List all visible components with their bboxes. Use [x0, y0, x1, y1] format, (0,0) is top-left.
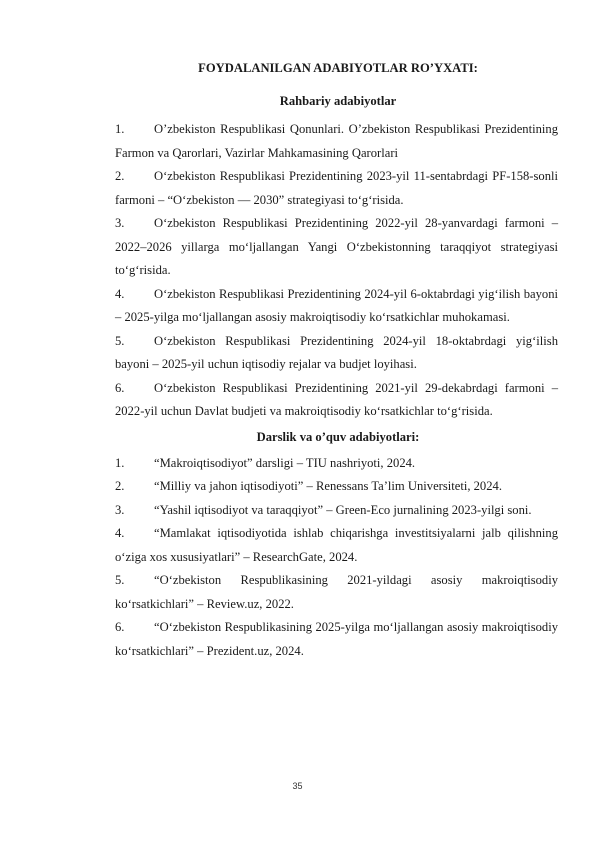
- item-number: 1.: [115, 122, 125, 136]
- list-item: [115, 212, 558, 283]
- item-number: 4.: [115, 526, 125, 540]
- page-number: 35: [292, 781, 303, 791]
- item-text: O‘zbekiston Respublikasi Prezidentining 2024-yil 18-oktabrdagi yig‘ilish bayoni – 2025-yil uchun iqtisodiy rejalar va budjet loyihasi.: [115, 333, 558, 371]
- list-item: [115, 569, 558, 616]
- page-title: FOYDALANILGAN ADABIYOTLAR RO’YXATI:: [198, 61, 478, 75]
- item-text: “Milliy va jahon iqtisodiyoti” – Renessans Ta’lim Universiteti, 2024.: [154, 479, 502, 493]
- list-item: [115, 499, 558, 523]
- list-item: [115, 452, 558, 476]
- item-text: “Makroiqtisodiyot” darsligi – TIU nashriyoti, 2024.: [154, 455, 416, 470]
- list-item: [115, 377, 558, 424]
- list-item: [115, 475, 558, 499]
- list-item: [115, 330, 558, 377]
- item-number: 3.: [115, 216, 125, 230]
- item-text: “Mamlakat iqtisodiyotida ishlab chiqarishga investitsiyalarni jalb qilishning o‘ziga xos xususiyatlari” – ResearchGate, 2024.: [115, 526, 558, 564]
- item-text: O‘zbekiston Respublikasi Prezidentining 2024-yil 6-oktabrdagi yig‘ilish bayoni – 2025-yilga mo‘ljallangan asosiy makroiqtisodiy ko‘rsatkichlar muhokamasi.: [115, 286, 558, 324]
- item-number: 5.: [115, 333, 125, 348]
- document-page: [115, 50, 558, 663]
- item-number: 6.: [115, 380, 125, 395]
- section-heading-guiding: Rahbariy adabiyotlar: [279, 94, 397, 108]
- item-text: “O‘zbekiston Respublikasining 2021-yildagi asosiy makroiqtisodiy ko‘rsatkichlari” – Review.uz, 2022.: [115, 573, 558, 611]
- item-text: O‘zbekiston Respublikasi Prezidentining 2021-yil 29-dekabrdagi farmoni – 2022-yil uchun Davlat budjeti va makroiqtisodiy ko‘rsatkichlar to‘g‘risida.: [115, 380, 558, 418]
- list-item: [115, 118, 558, 165]
- section-heading-textbooks: Darslik va o’quv adabiyotlari:: [256, 429, 420, 444]
- item-text: O’zbekiston Respublikasi Qonunlari. O’zbekiston Respublikasi Prezidentining Farmon va Qarorlari, Vazirlar Mahkamasining Qarorlari: [115, 122, 558, 160]
- item-text: “O‘zbekiston Respublikasining 2025-yilga mo‘ljallangan asosiy makroiqtisodiy ko‘rsatkichlari” – Prezident.uz, 2024.: [115, 620, 558, 658]
- item-text: O‘zbekiston Respublikasi Prezidentining 2022-yil 28-yanvardagi farmoni – 2022–2026 yillarga mo‘ljallangan Yangi O‘zbekistonning taraqqiyot strategiyasi to‘g‘risida.: [115, 216, 558, 277]
- item-text: “Yashil iqtisodiyot va taraqqiyot” – Green-Eco jurnalining 2023-yilgi soni.: [154, 502, 532, 517]
- item-number: 1.: [115, 455, 125, 470]
- reference-list-textbooks: [115, 452, 558, 664]
- item-number: 2.: [115, 479, 125, 493]
- list-item: [115, 522, 558, 569]
- list-item: [115, 616, 558, 663]
- item-number: 3.: [115, 502, 125, 517]
- list-item: [115, 165, 558, 212]
- item-number: 5.: [115, 573, 125, 587]
- reference-list-guiding: [115, 118, 558, 424]
- item-number: 4.: [115, 286, 125, 301]
- item-text: O‘zbekiston Respublikasi Prezidentining 2023-yil 11-sentabrdagi PF-158-sonli farmoni – “O‘zbekiston — 2030” strategiyasi to‘g‘risida.: [115, 169, 558, 207]
- list-item: [115, 283, 558, 330]
- item-number: 2.: [115, 169, 125, 183]
- item-number: 6.: [115, 620, 125, 634]
